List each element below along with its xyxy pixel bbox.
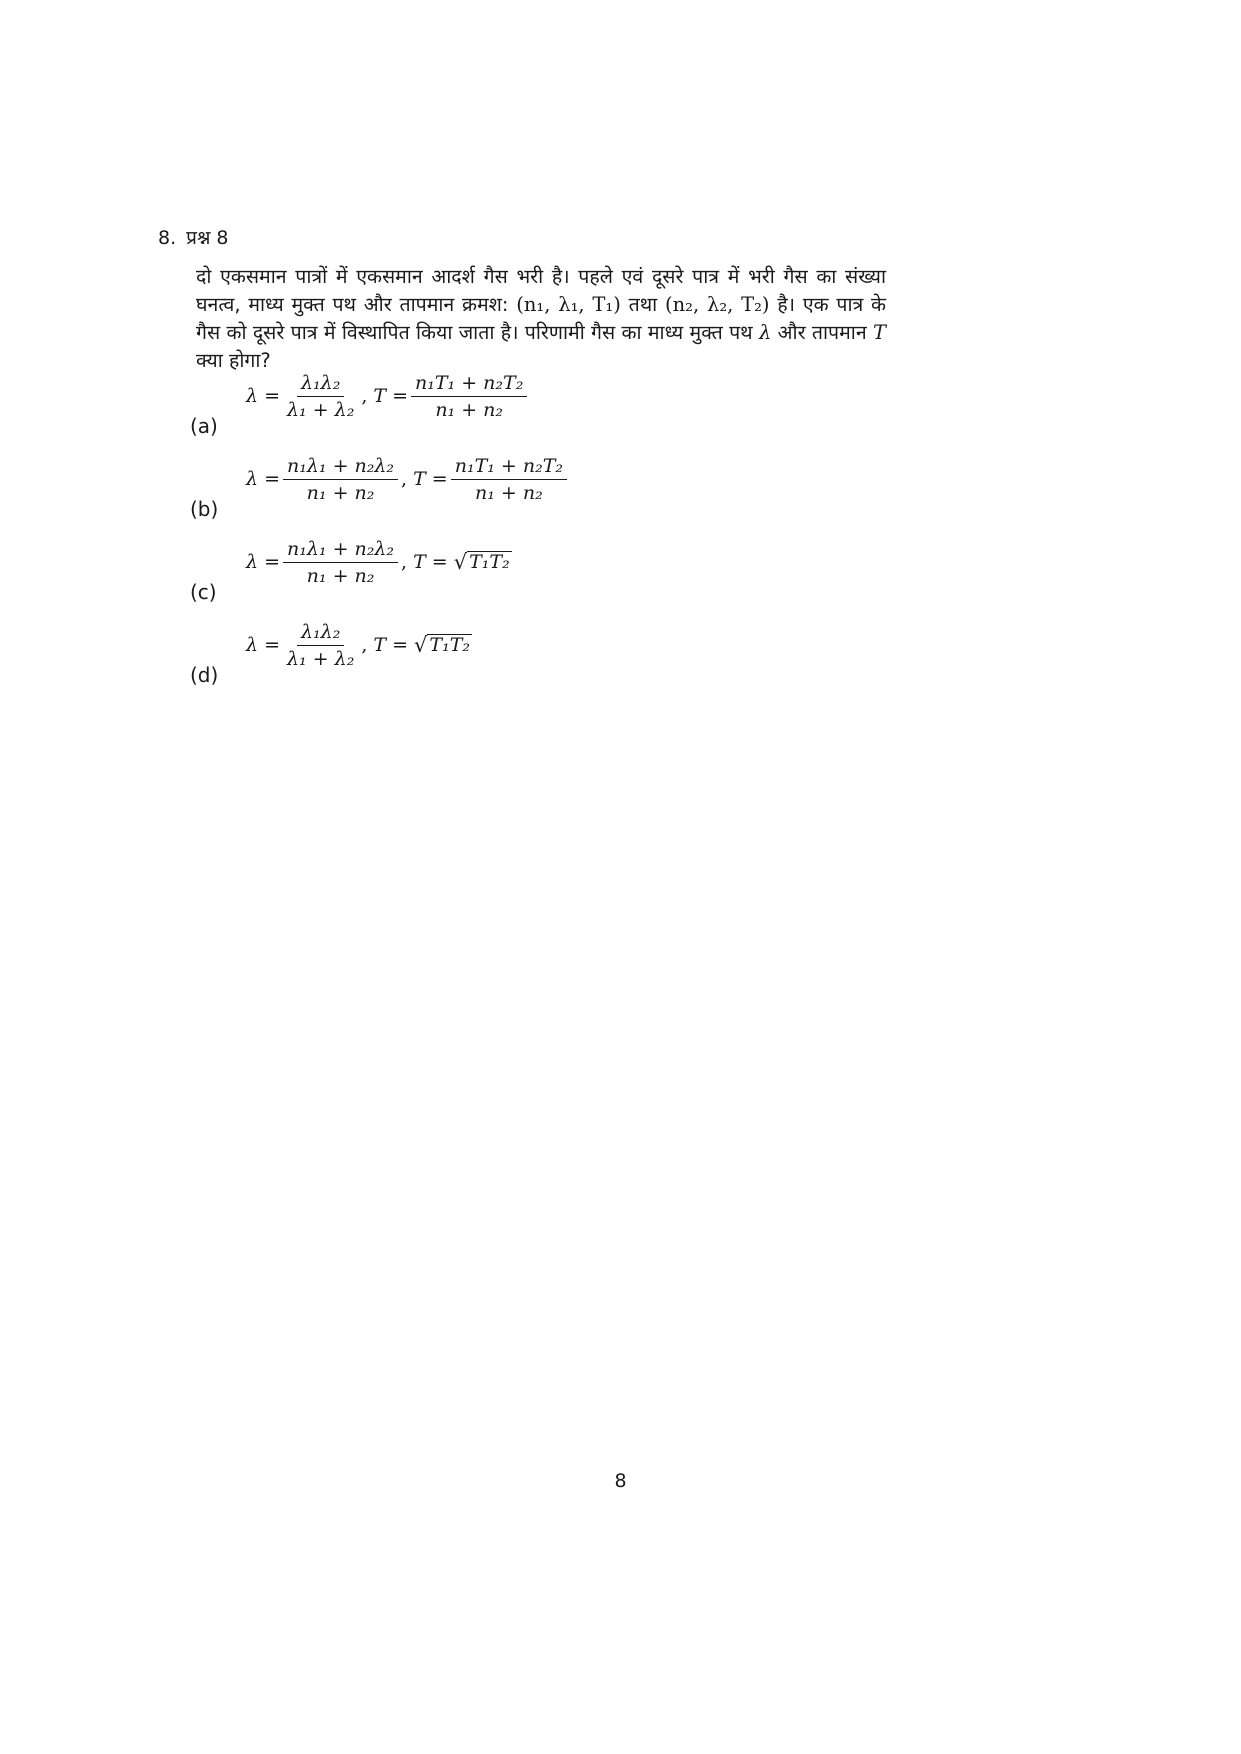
fraction-denominator: λ₁ + λ₂ (287, 398, 355, 421)
option-b[interactable] (190, 451, 890, 521)
question-text-part1: दो एकसमान पात्रों में एकसमान आदर्श गैस भरी है। पहले एवं दूसरे पात्र में भरी गैस का संख्या घनत्व, माध्य मुक्त पथ और तापमान क्रमश: (196, 265, 886, 316)
question-number: 8. (158, 227, 177, 249)
lambda-lhs: λ = (246, 468, 281, 490)
option-a[interactable] (190, 368, 890, 438)
separator: , (401, 551, 408, 573)
option-label: (b) (190, 497, 219, 521)
fraction-denominator: n₁ + n₂ (475, 481, 543, 504)
question-text-part4: और तापमान (771, 321, 873, 344)
fraction-numerator: n₁λ₁ + n₂λ₂ (283, 455, 398, 480)
temperature-lhs: T = (413, 468, 448, 490)
separator: , (401, 468, 408, 490)
lambda-fraction (283, 538, 398, 587)
question-text-part3: है। एक पात्र के गैस को दूसरे पात्र में विस्थापित किया जाता है। परिणामी गैस का माध्य मुक्त पथ (196, 293, 887, 344)
radicand: T₁T₂ (469, 551, 510, 574)
option-formula (246, 534, 512, 590)
option-label: (d) (190, 663, 219, 687)
separator: , (361, 634, 368, 656)
temperature-fraction (411, 372, 527, 421)
radical-sign: √ (414, 632, 428, 657)
fraction-numerator: n₁λ₁ + n₂λ₂ (283, 538, 398, 563)
separator: , (361, 385, 368, 407)
lambda-fraction (283, 621, 358, 670)
lambda-fraction (283, 455, 398, 504)
option-d[interactable] (190, 617, 890, 687)
square-root (454, 551, 512, 573)
fraction-numerator: λ₁λ₂ (297, 621, 344, 646)
fraction-numerator: λ₁λ₂ (297, 372, 344, 397)
question-text-part5: क्या होगा? (196, 349, 271, 372)
temperature-fraction (451, 455, 567, 504)
fraction-numerator: n₁T₁ + n₂T₂ (411, 372, 527, 397)
temperature-symbol: T (873, 321, 887, 344)
question-title: प्रश्न 8 (186, 227, 229, 249)
temperature-lhs: T = (373, 385, 409, 407)
fraction-denominator: n₁ + n₂ (435, 398, 504, 421)
option-label: (c) (190, 580, 217, 604)
lambda-lhs: λ = (246, 634, 281, 656)
tuple-second-vessel: (n₂, λ₂, T₂) (665, 293, 770, 316)
fraction-denominator: λ₁ + λ₂ (287, 647, 355, 670)
lambda-lhs: λ = (246, 551, 281, 573)
lambda-symbol: λ (758, 321, 772, 344)
page-number: 8 (614, 1470, 627, 1492)
question-text (196, 263, 886, 375)
temperature-lhs: T = (373, 634, 409, 656)
question-text-part2: तथा (620, 293, 665, 316)
temperature-lhs: T = (413, 551, 448, 573)
fraction-denominator: n₁ + n₂ (306, 564, 375, 587)
option-formula (246, 617, 472, 673)
question-header (158, 224, 239, 250)
option-formula (246, 451, 570, 507)
tuple-first-vessel: (n₁, λ₁, T₁) (516, 293, 621, 316)
option-formula (246, 368, 530, 424)
option-label: (a) (190, 414, 218, 438)
radicand: T₁T₂ (429, 634, 471, 657)
radical-sign: √ (453, 549, 468, 574)
square-root (414, 634, 472, 656)
lambda-fraction (283, 372, 358, 421)
lambda-lhs: λ = (246, 385, 281, 407)
fraction-denominator: n₁ + n₂ (306, 481, 375, 504)
option-c[interactable] (190, 534, 890, 604)
fraction-numerator: n₁T₁ + n₂T₂ (451, 455, 567, 480)
